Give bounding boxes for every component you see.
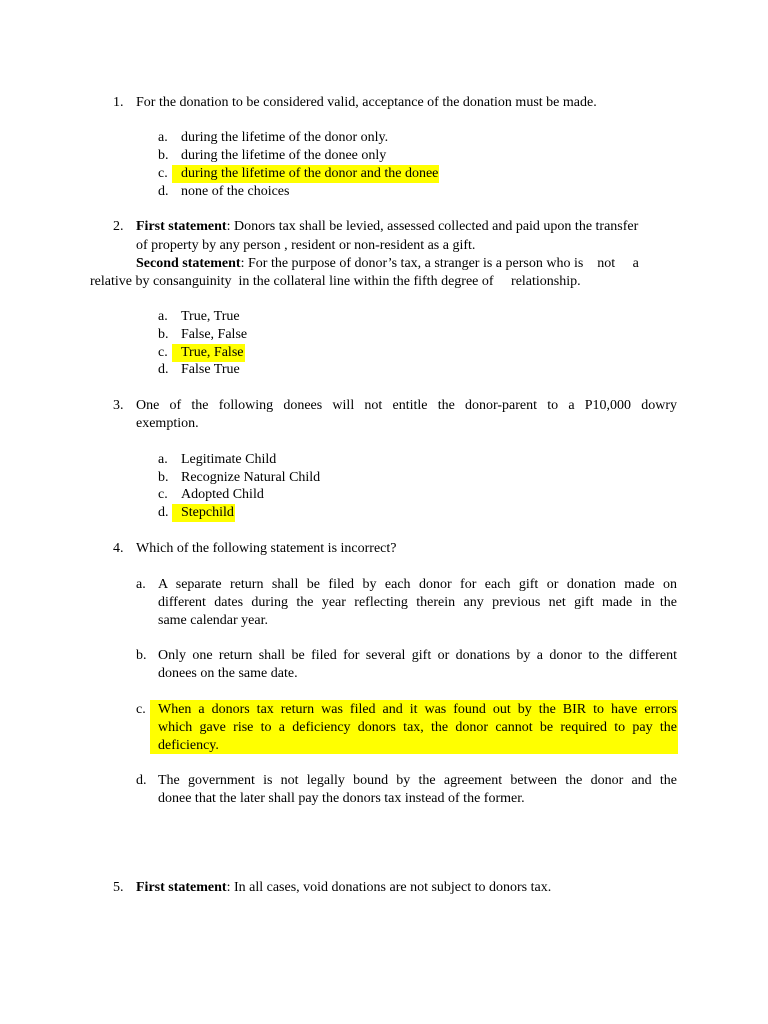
q5-first-label: First statement [136, 880, 227, 895]
q5-first-statement [136, 879, 551, 897]
q2-first-text-1: : Donors tax shall be levied, assessed collected and paid upon the transfer [226, 219, 639, 234]
q2-option-b-letter: b. [158, 327, 169, 342]
q2-second-label: Second statement [136, 256, 241, 271]
q2-number: 2. [113, 219, 124, 234]
q4-number: 4. [113, 541, 124, 556]
q3-option-c: Adopted Child [181, 487, 264, 502]
q3-option-d-highlighted: Stepchild [172, 504, 235, 522]
q3-option-b-letter: b. [158, 470, 169, 485]
q4-option-b-line-1: Only one return shall be filed for several gift or donations by a donor to the different [158, 648, 677, 663]
q1-option-c-letter: c. [158, 166, 168, 181]
q3-option-a-letter: a. [158, 452, 168, 467]
q4-option-c-line-3: deficiency. [158, 738, 219, 753]
q1-option-a-letter: a. [158, 130, 168, 145]
q4-option-c-line-2: which gave rise to a deficiency donors tax, the donor cannot be required to pay the [158, 720, 677, 735]
q4-option-a-letter: a. [136, 577, 146, 592]
q4-option-d-line-1: The government is not legally bound by the agreement between the donor and the [158, 773, 677, 788]
q2-second-text-1: : For the purpose of donor’s tax, a stranger is a person who is not a [240, 256, 639, 271]
q3-text-line-1: One of the following donees will not entitle the donor-parent to a P10,000 dowry [136, 398, 677, 413]
q2-option-b: False, False [181, 327, 248, 342]
q2-option-c-letter: c. [158, 345, 168, 360]
q2-option-a: True, True [181, 309, 240, 324]
q1-option-d: none of the choices [181, 184, 290, 199]
q4-option-c-line-1: When a donors tax return was filed and it was found out by the BIR to have errors [158, 702, 677, 717]
q4-option-b-line-2: donees on the same date. [158, 666, 298, 681]
q5-number: 5. [113, 880, 124, 895]
q2-second-text-2: relative by consanguinity in the collateral line within the fifth degree of relationship. [90, 274, 581, 289]
q3-text-line-2: exemption. [136, 416, 199, 431]
q3-option-a: Legitimate Child [181, 452, 277, 467]
q4-option-a-line-2: different dates during the year reflecting therein any previous net gift made in the [158, 595, 677, 610]
q1-text: For the donation to be considered valid, acceptance of the donation must be made. [136, 95, 597, 110]
q4-option-d-line-2: donee that the later shall pay the donors tax instead of the former. [158, 791, 525, 806]
q2-first-statement [136, 218, 638, 236]
q2-second-statement [136, 255, 639, 273]
q2-option-d-letter: d. [158, 362, 169, 377]
q2-option-d: False True [181, 362, 240, 377]
q2-option-c-highlighted: True, False [172, 344, 245, 362]
q1-option-d-letter: d. [158, 184, 169, 199]
q1-option-a: during the lifetime of the donor only. [181, 130, 389, 145]
q4-option-d-letter: d. [136, 773, 147, 788]
q3-number: 3. [113, 398, 124, 413]
q3-option-c-letter: c. [158, 487, 168, 502]
q4-option-a-line-3: same calendar year. [158, 613, 268, 628]
q1-option-b-letter: b. [158, 148, 169, 163]
q4-option-c-letter: c. [136, 702, 146, 717]
q2-first-label: First statement [136, 219, 227, 234]
q1-option-b: during the lifetime of the donee only [181, 148, 387, 163]
q4-text: Which of the following statement is incorrect? [136, 541, 397, 556]
q4-option-a-line-1: A separate return shall be filed by each donor for each gift or donation made on [158, 577, 677, 592]
q1-option-c-highlighted: during the lifetime of the donor and the donee [172, 165, 439, 183]
q3-option-d-letter: d. [158, 505, 169, 520]
q3-option-b: Recognize Natural Child [181, 470, 321, 485]
q2-first-text-2: of property by any person , resident or non-resident as a gift. [136, 238, 476, 253]
q4-option-b-letter: b. [136, 648, 147, 663]
q1-number: 1. [113, 95, 124, 110]
q5-first-text: : In all cases, void donations are not subject to donors tax. [226, 880, 552, 895]
q2-option-a-letter: a. [158, 309, 168, 324]
